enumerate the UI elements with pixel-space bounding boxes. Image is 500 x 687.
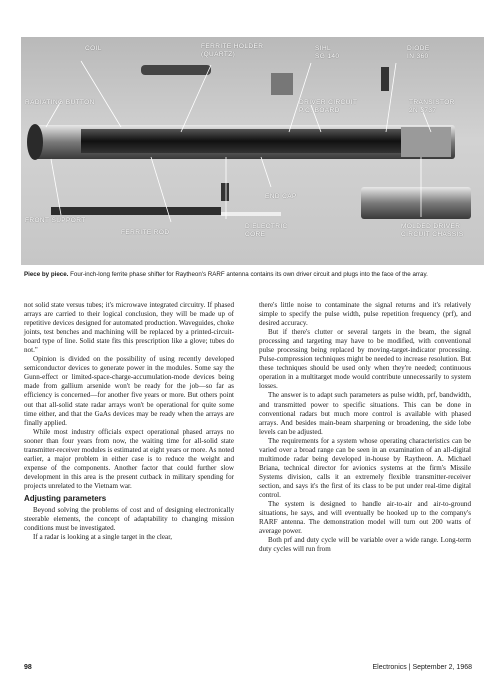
label-radiating-button: RADIATING BUTTON: [25, 99, 95, 106]
right-column: [259, 301, 471, 554]
label-molded-driver-sub: CIRCUIT CHASSIS: [401, 231, 464, 238]
right-paragraph: Both prf and duty cycle will be variable over a wide range. Long-term duty cycles will run from: [259, 536, 471, 554]
right-paragraph: The answer is to adapt such parameters as pulse width, prf, bandwidth, and transmitted power to specific situations. This can be done in conventional radars but much more control is available with phased arrays. And besides main-beam sharpening or broadening, the side lobe levels can be adjusted.: [259, 391, 471, 436]
label-front-support: FRONT SUPPORT: [25, 217, 86, 224]
label-ferrite-holder: FERRITE HOLDER: [201, 43, 264, 50]
section-heading: Adjusting parameters: [24, 493, 107, 503]
label-transistor-sub: 2N 3737: [409, 107, 437, 114]
label-molded-driver: MOLDED DRIVER: [401, 223, 461, 230]
label-transistor: TRANSISTOR: [409, 99, 455, 106]
label-dielectric-sub: CORE: [245, 231, 266, 238]
left-paragraph: Opinion is divided on the possibility of using recently developed semiconductor devices to generate power in the modules. Some say the Gunn-effect or limited-space-charge-accumulation-mode devices being made from gallium arsenide won't be ready for the job—so far as efficiency is concerned—for another five years or more. But others point out that all-solid state radar arrays won't be operational for quite some time either, and that the GaAs devices may be ready when the arrays are finally applied.: [24, 355, 234, 427]
figure-caption: [24, 271, 484, 279]
caption-lead: Piece by piece.: [24, 271, 69, 278]
right-paragraph: But if there's clutter or several targets in the beam, the signal processing and targeting may have to be modified, with conventional pulse processing being replaced by moving-target-indicator processing. Pulse-compression techniques might be needed to increase resolution. But these techniques should be used only when they're needed; continuous operation in a multitarget mode would contribute unnecessarily to system losses.: [259, 328, 471, 391]
label-sihl: SIHL: [315, 45, 332, 52]
left-column: [24, 301, 234, 542]
label-driver-circuit: DRIVER CIRCUIT: [299, 99, 358, 106]
left-paragraph: If a radar is looking at a single target in the clear,: [33, 533, 173, 542]
label-diode-sub: IN 360: [407, 53, 429, 60]
left-paragraph: not solid state versus tubes; it's microwave integrated circuitry. If phased arrays are carried to their logical conclusion, they will be made up of repetitive devices designed for automated production. Waveguides, choke joints, test benches and machining will be replaced by a printed-circuit-board type of line. Solid state fits this prescription like a glove; tubes do not.": [24, 301, 234, 355]
left-paragraph: Beyond solving the problems of cost and of designing electronically steerable elements, the concept of adaptability to changing mission conditions must be investigated.: [24, 506, 234, 533]
label-coil: COIL: [85, 45, 102, 52]
label-sihl-sub: SG 140: [315, 53, 340, 60]
magazine-footer: Electronics | September 2, 1968: [372, 664, 472, 671]
right-paragraph: The requirements for a system whose operating characteristics can be varied over a broad range can be seen in an examination of an all-digital multimode radar being developed in-house by Raytheon. A. Michael Briana, technical director for avionics systems at the firm's Missile Systems division, calls it an extremely flexible transmitter-receiver section, and says it's the first of its class to be put under real-time digital control.: [259, 436, 471, 499]
label-ferrite-rod: FERRITE ROD: [121, 229, 170, 236]
label-diode: DIODE: [407, 45, 430, 52]
caption-text: Four-inch-long ferrite phase shifter for Raytheon's RARF antenna contains its own driver circuit and plugs into the face of the array.: [68, 271, 428, 278]
left-paragraph: While most industry officials expect operational phased arrays no sooner than four years from now, the waiting time for all-solid state transmitter-receiver modules is estimated at eight years or more. As noted earlier, a major problem in either case is to reduce the weight and expense of the components. Another factor that could further slow development in this area is the present cutback in military spending for projects unrelated to the Vietnam war.: [24, 427, 234, 490]
label-ferrite-holder-sub: (QUARTZ): [201, 51, 236, 58]
right-paragraph: there's little noise to contaminate the signal returns and it's relatively simple to specify the pulse width, pulse repetition frequency (prf), and desired accuracy.: [259, 301, 471, 328]
phase-shifter-photo: [21, 37, 484, 265]
label-dielectric: DIELECTRIC: [245, 223, 288, 230]
label-end-cap: END CAP: [265, 193, 297, 200]
page-number: 98: [24, 664, 32, 671]
right-paragraph: The system is designed to handle air-to-air and air-to-ground situations, he says, and will eventually be hooked up to the company's RARF antenna. The demonstration model will turn out 200 watts of average power.: [259, 500, 471, 536]
label-driver-circuit-sub: P.C. BOARD: [299, 107, 340, 114]
